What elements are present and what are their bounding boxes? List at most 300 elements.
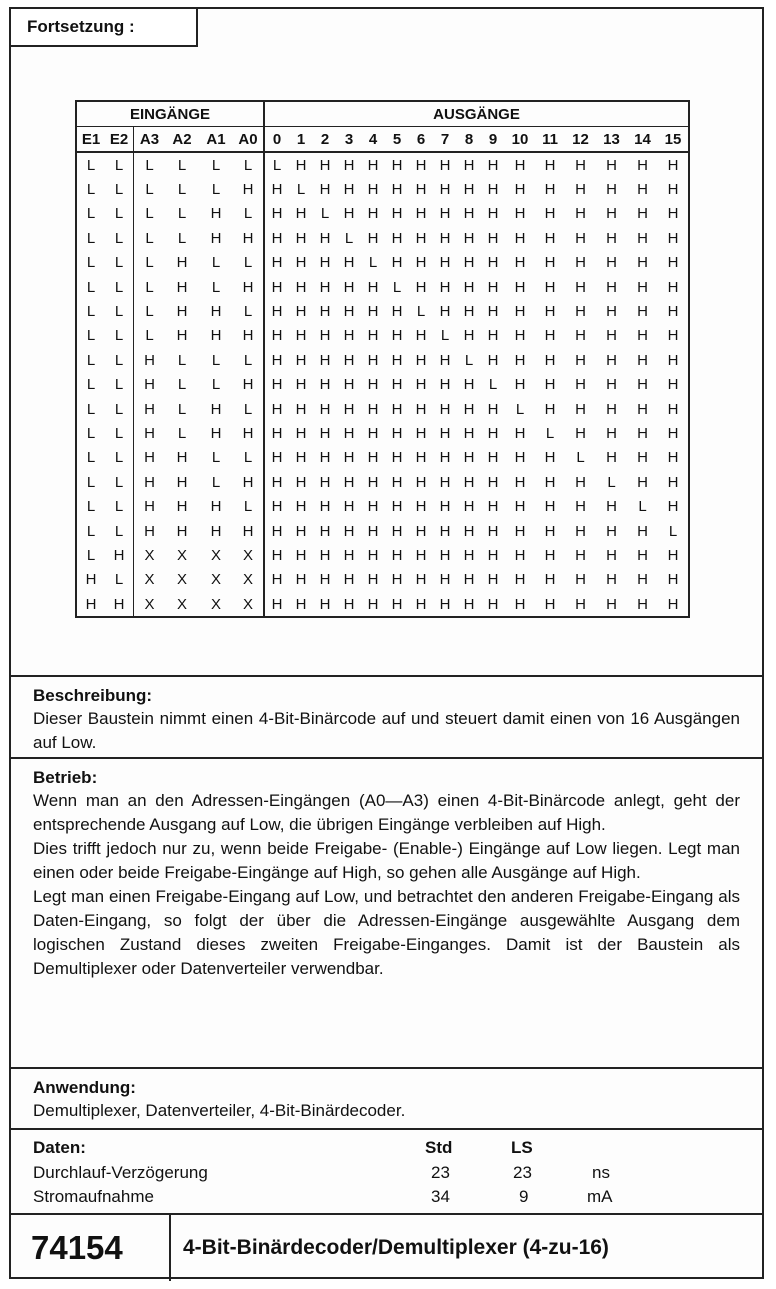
output-cell: H: [391, 376, 403, 394]
input-cell: L: [76, 275, 105, 299]
output-cell: H: [391, 400, 403, 418]
output-column-header: 3: [337, 127, 361, 153]
betrieb-paragraph: Wenn man an den Adressen-Eingängen (A0—A3) einen 4-Bit-Binärcode anlegt, geht der entsprechende Ausgang auf Low, die übrigen Eingänge verbleiben auf High.: [33, 791, 740, 834]
output-cell: H: [606, 449, 617, 467]
output-cell: H: [658, 494, 689, 518]
truth-table-row: [76, 152, 689, 177]
truth-table-row: [76, 275, 689, 299]
input-cell: H: [176, 303, 188, 321]
input-cell: L: [105, 251, 134, 275]
output-cell: H: [606, 424, 617, 442]
output-cell: H: [487, 400, 499, 418]
daten-row-ls: 23: [513, 1163, 532, 1182]
truth-table: [75, 100, 690, 618]
output-cell: H: [343, 473, 355, 491]
input-cell: L: [177, 424, 187, 442]
input-cell: H: [233, 324, 264, 348]
output-cell: H: [271, 181, 283, 199]
input-cell: L: [177, 156, 187, 174]
output-cell: H: [439, 473, 451, 491]
input-cell: L: [105, 324, 134, 348]
input-cell: H: [233, 177, 264, 201]
output-cell: L: [440, 327, 450, 345]
output-cell: H: [319, 400, 331, 418]
output-cell: H: [415, 571, 427, 589]
daten-row-unit: mA: [587, 1187, 613, 1206]
input-cell: H: [210, 229, 222, 247]
output-cell: H: [575, 327, 586, 345]
daten-row-unit: ns: [592, 1163, 610, 1182]
output-cell: H: [271, 351, 283, 369]
input-cell: H: [176, 522, 188, 540]
output-cell: H: [606, 181, 617, 199]
output-cell: H: [487, 303, 499, 321]
output-cell: H: [658, 177, 689, 201]
output-cell: H: [319, 156, 331, 174]
output-cell: H: [415, 400, 427, 418]
output-cell: H: [514, 376, 526, 394]
daten-section: [11, 1128, 762, 1215]
input-cell: L: [105, 348, 134, 372]
truth-table-row: [76, 251, 689, 275]
output-cell: H: [415, 546, 427, 564]
input-cell: L: [145, 229, 154, 247]
output-cell: H: [415, 327, 427, 345]
output-cell: H: [391, 303, 403, 321]
output-cell: H: [487, 449, 499, 467]
input-cell: H: [233, 470, 264, 494]
output-cell: H: [487, 181, 499, 199]
truth-table-row: [76, 324, 689, 348]
output-cell: H: [575, 473, 586, 491]
output-cell: H: [514, 156, 526, 174]
output-cell: H: [391, 229, 403, 247]
output-cell: H: [575, 498, 586, 516]
output-cell: H: [463, 205, 475, 223]
output-cell: H: [606, 376, 617, 394]
output-cell: H: [391, 181, 403, 199]
input-cell: L: [177, 181, 187, 199]
output-cell: H: [544, 571, 556, 589]
output-cell: H: [367, 351, 379, 369]
output-cell: H: [415, 498, 427, 516]
output-cell: H: [271, 571, 283, 589]
output-cell: H: [271, 424, 283, 442]
output-cell: H: [544, 205, 556, 223]
output-cell: H: [463, 424, 475, 442]
output-cell: H: [289, 592, 313, 617]
output-cell: H: [343, 303, 355, 321]
output-cell: H: [575, 424, 586, 442]
output-cell: H: [439, 205, 451, 223]
input-cell: H: [144, 376, 155, 394]
input-cell: H: [144, 498, 155, 516]
anwendung-heading: Anwendung:: [33, 1078, 136, 1097]
output-cell: H: [658, 543, 689, 567]
input-cell: X: [144, 546, 155, 564]
output-cell: H: [606, 498, 617, 516]
output-cell: H: [575, 254, 586, 272]
output-cell: H: [544, 278, 556, 296]
output-column-header: 10: [505, 127, 535, 153]
output-cell: H: [367, 498, 379, 516]
output-cell: H: [575, 400, 586, 418]
output-cell: H: [457, 592, 481, 617]
input-cell: H: [210, 522, 222, 540]
continuation-tab: Fortsetzung :: [9, 7, 198, 47]
output-cell: H: [637, 351, 648, 369]
output-cell: H: [514, 546, 526, 564]
output-cell: H: [463, 498, 475, 516]
input-cell: L: [233, 446, 264, 470]
output-cell: H: [343, 498, 355, 516]
output-cell: H: [463, 156, 475, 174]
output-cell: H: [658, 592, 689, 617]
output-cell: L: [320, 205, 330, 223]
output-cell: H: [637, 449, 648, 467]
input-cell: H: [210, 327, 222, 345]
output-cell: H: [391, 473, 403, 491]
output-cell: H: [487, 254, 499, 272]
output-cell: H: [575, 376, 586, 394]
output-cell: H: [313, 592, 337, 617]
output-cell: H: [658, 446, 689, 470]
output-cell: H: [319, 498, 331, 516]
output-cell: H: [463, 327, 475, 345]
output-column-header: 8: [457, 127, 481, 153]
output-cell: H: [463, 303, 475, 321]
output-cell: H: [319, 278, 331, 296]
output-cell: H: [606, 278, 617, 296]
outputs-group-header: AUSGÄNGE: [264, 101, 689, 127]
output-cell: H: [544, 327, 556, 345]
input-cell: L: [145, 156, 154, 174]
output-cell: H: [637, 181, 648, 199]
output-cell: H: [439, 278, 451, 296]
output-cell: H: [544, 351, 556, 369]
output-cell: H: [439, 229, 451, 247]
output-cell: H: [544, 254, 556, 272]
output-cell: H: [295, 156, 307, 174]
input-cell: H: [176, 254, 188, 272]
footer: [11, 1213, 762, 1281]
output-cell: H: [637, 205, 648, 223]
truth-table-row: [76, 397, 689, 421]
input-cell: L: [105, 226, 134, 250]
output-cell: H: [606, 254, 617, 272]
input-cell: L: [76, 202, 105, 226]
input-cell: L: [76, 421, 105, 445]
output-cell: H: [367, 522, 379, 540]
anwendung-section: [11, 1067, 762, 1128]
output-cell: H: [367, 449, 379, 467]
output-cell: H: [271, 205, 283, 223]
output-cell: H: [637, 473, 648, 491]
output-cell: H: [606, 571, 617, 589]
output-cell: H: [271, 327, 283, 345]
truth-table-row: [76, 177, 689, 201]
input-cell: H: [233, 373, 264, 397]
truth-table-row: [76, 202, 689, 226]
output-cell: H: [367, 156, 379, 174]
output-cell: H: [415, 156, 427, 174]
output-cell: L: [392, 278, 402, 296]
output-cell: H: [487, 229, 499, 247]
output-cell: H: [295, 205, 307, 223]
output-cell: H: [415, 351, 427, 369]
output-cell: H: [295, 546, 307, 564]
input-cell: L: [211, 156, 221, 174]
input-cell: L: [211, 351, 221, 369]
output-cell: H: [439, 181, 451, 199]
input-cell: H: [144, 449, 155, 467]
output-cell: H: [409, 592, 433, 617]
input-cell: L: [76, 494, 105, 518]
input-cell: H: [176, 498, 188, 516]
input-cell: H: [176, 449, 188, 467]
output-cell: H: [439, 449, 451, 467]
output-cell: H: [514, 327, 526, 345]
output-cell: H: [487, 473, 499, 491]
output-cell: H: [514, 424, 526, 442]
output-cell: H: [544, 546, 556, 564]
beschreibung-text: Dieser Baustein nimmt einen 4-Bit-Binärcode auf und steuert damit einen von 16 Ausgängen auf Low.: [33, 709, 740, 752]
input-cell: L: [76, 348, 105, 372]
input-cell: H: [76, 568, 105, 592]
output-column-header: 1: [289, 127, 313, 153]
output-cell: H: [439, 400, 451, 418]
output-cell: H: [391, 449, 403, 467]
output-cell: H: [544, 156, 556, 174]
input-cell: H: [233, 275, 264, 299]
input-cell: L: [233, 202, 264, 226]
output-cell: H: [439, 546, 451, 564]
input-cell: L: [105, 446, 134, 470]
input-cell: L: [76, 446, 105, 470]
output-cell: H: [337, 592, 361, 617]
output-cell: H: [391, 205, 403, 223]
output-cell: H: [514, 449, 526, 467]
output-cell: H: [658, 299, 689, 323]
input-cell: L: [211, 254, 221, 272]
output-column-header: 5: [385, 127, 409, 153]
input-cell: X: [134, 592, 166, 617]
output-cell: H: [439, 498, 451, 516]
output-cell: H: [487, 278, 499, 296]
output-cell: H: [367, 278, 379, 296]
output-cell: H: [367, 546, 379, 564]
input-column-header: A0: [233, 127, 264, 153]
output-cell: H: [596, 592, 627, 617]
output-cell: H: [367, 376, 379, 394]
input-cell: H: [144, 522, 155, 540]
output-cell: H: [487, 424, 499, 442]
output-cell: H: [575, 181, 586, 199]
input-cell: L: [76, 397, 105, 421]
output-cell: H: [415, 181, 427, 199]
input-cell: L: [76, 543, 105, 567]
daten-heading: Daten:: [33, 1138, 86, 1157]
output-cell: H: [463, 376, 475, 394]
input-cell: L: [105, 494, 134, 518]
input-cell: L: [76, 373, 105, 397]
input-cell: X: [176, 546, 187, 564]
datasheet-page: [9, 7, 764, 1279]
output-cell: H: [463, 522, 475, 540]
input-cell: L: [233, 299, 264, 323]
output-cell: H: [319, 546, 331, 564]
output-cell: L: [488, 376, 498, 394]
output-cell: H: [575, 571, 586, 589]
input-column-header: A2: [165, 127, 199, 153]
output-cell: H: [343, 522, 355, 540]
input-column-header: A1: [199, 127, 233, 153]
output-column-header: 13: [596, 127, 627, 153]
output-cell: H: [271, 303, 283, 321]
input-cell: L: [105, 421, 134, 445]
output-cell: H: [514, 522, 526, 540]
output-cell: H: [439, 156, 451, 174]
output-cell: H: [487, 351, 499, 369]
output-cell: H: [343, 181, 355, 199]
output-cell: H: [439, 351, 451, 369]
output-cell: H: [514, 229, 526, 247]
output-cell: H: [271, 400, 283, 418]
input-cell: L: [105, 373, 134, 397]
daten-row-std: 23: [431, 1163, 450, 1182]
output-cell: H: [415, 473, 427, 491]
input-cell: L: [233, 152, 264, 177]
output-cell: H: [415, 449, 427, 467]
output-cell: H: [544, 229, 556, 247]
output-cell: H: [439, 522, 451, 540]
input-cell: X: [144, 571, 155, 589]
output-cell: H: [514, 254, 526, 272]
output-cell: L: [272, 156, 282, 174]
output-cell: H: [367, 303, 379, 321]
input-cell: L: [76, 324, 105, 348]
output-cell: H: [658, 275, 689, 299]
output-cell: H: [271, 376, 283, 394]
output-cell: H: [415, 229, 427, 247]
output-cell: H: [514, 181, 526, 199]
truth-table-row: [76, 373, 689, 397]
output-cell: H: [295, 254, 307, 272]
output-cell: H: [343, 278, 355, 296]
input-cell: H: [176, 327, 188, 345]
output-cell: H: [295, 498, 307, 516]
output-cell: H: [391, 254, 403, 272]
input-cell: H: [144, 424, 155, 442]
output-cell: L: [296, 181, 306, 199]
output-cell: H: [606, 156, 617, 174]
input-cell: L: [233, 397, 264, 421]
betrieb-heading: Betrieb:: [33, 768, 98, 787]
output-cell: H: [487, 546, 499, 564]
input-cell: L: [145, 181, 154, 199]
output-cell: H: [343, 254, 355, 272]
output-cell: H: [575, 156, 586, 174]
output-cell: H: [637, 156, 648, 174]
output-cell: H: [271, 229, 283, 247]
output-cell: H: [295, 571, 307, 589]
output-cell: H: [319, 473, 331, 491]
output-cell: H: [606, 400, 617, 418]
input-cell: H: [144, 400, 155, 418]
output-cell: H: [658, 324, 689, 348]
output-column-header: 9: [481, 127, 505, 153]
output-cell: H: [295, 327, 307, 345]
input-cell: H: [210, 400, 222, 418]
input-cell: L: [211, 278, 221, 296]
input-cell: L: [211, 449, 221, 467]
daten-row-ls: 9: [519, 1187, 529, 1206]
input-column-header: A3: [134, 127, 166, 153]
output-cell: H: [658, 568, 689, 592]
output-cell: H: [439, 303, 451, 321]
output-cell: H: [658, 226, 689, 250]
output-cell: H: [575, 351, 586, 369]
output-cell: H: [575, 278, 586, 296]
inputs-group-header: EINGÄNGE: [76, 101, 264, 127]
output-cell: H: [343, 571, 355, 589]
input-cell: L: [233, 348, 264, 372]
output-cell: H: [658, 202, 689, 226]
chip-number: 74154: [11, 1215, 171, 1281]
output-cell: H: [463, 278, 475, 296]
output-cell: H: [658, 251, 689, 275]
input-cell: L: [105, 299, 134, 323]
output-cell: H: [658, 470, 689, 494]
output-cell: H: [271, 449, 283, 467]
input-cell: L: [145, 254, 154, 272]
output-cell: H: [343, 156, 355, 174]
output-cell: H: [606, 229, 617, 247]
input-cell: X: [233, 592, 264, 617]
output-cell: H: [514, 498, 526, 516]
input-cell: X: [199, 592, 233, 617]
output-cell: H: [367, 424, 379, 442]
truth-table-row: [76, 470, 689, 494]
input-cell: L: [76, 519, 105, 543]
output-cell: H: [487, 498, 499, 516]
output-cell: H: [637, 327, 648, 345]
output-cell: L: [576, 449, 585, 467]
truth-table-row: [76, 348, 689, 372]
input-cell: L: [76, 177, 105, 201]
input-cell: H: [105, 592, 134, 617]
output-cell: H: [319, 327, 331, 345]
output-cell: H: [271, 498, 283, 516]
truth-table-row: [76, 494, 689, 518]
input-cell: L: [145, 278, 154, 296]
truth-table-row: [76, 226, 689, 250]
output-cell: H: [487, 522, 499, 540]
output-cell: H: [391, 351, 403, 369]
output-cell: H: [637, 522, 648, 540]
output-cell: H: [319, 181, 331, 199]
output-cell: H: [658, 373, 689, 397]
input-cell: L: [177, 229, 187, 247]
output-cell: L: [545, 424, 555, 442]
output-cell: H: [463, 473, 475, 491]
output-cell: H: [658, 152, 689, 177]
input-cell: H: [210, 498, 222, 516]
output-cell: H: [439, 376, 451, 394]
input-cell: H: [210, 205, 222, 223]
output-cell: H: [319, 571, 331, 589]
output-cell: H: [367, 205, 379, 223]
